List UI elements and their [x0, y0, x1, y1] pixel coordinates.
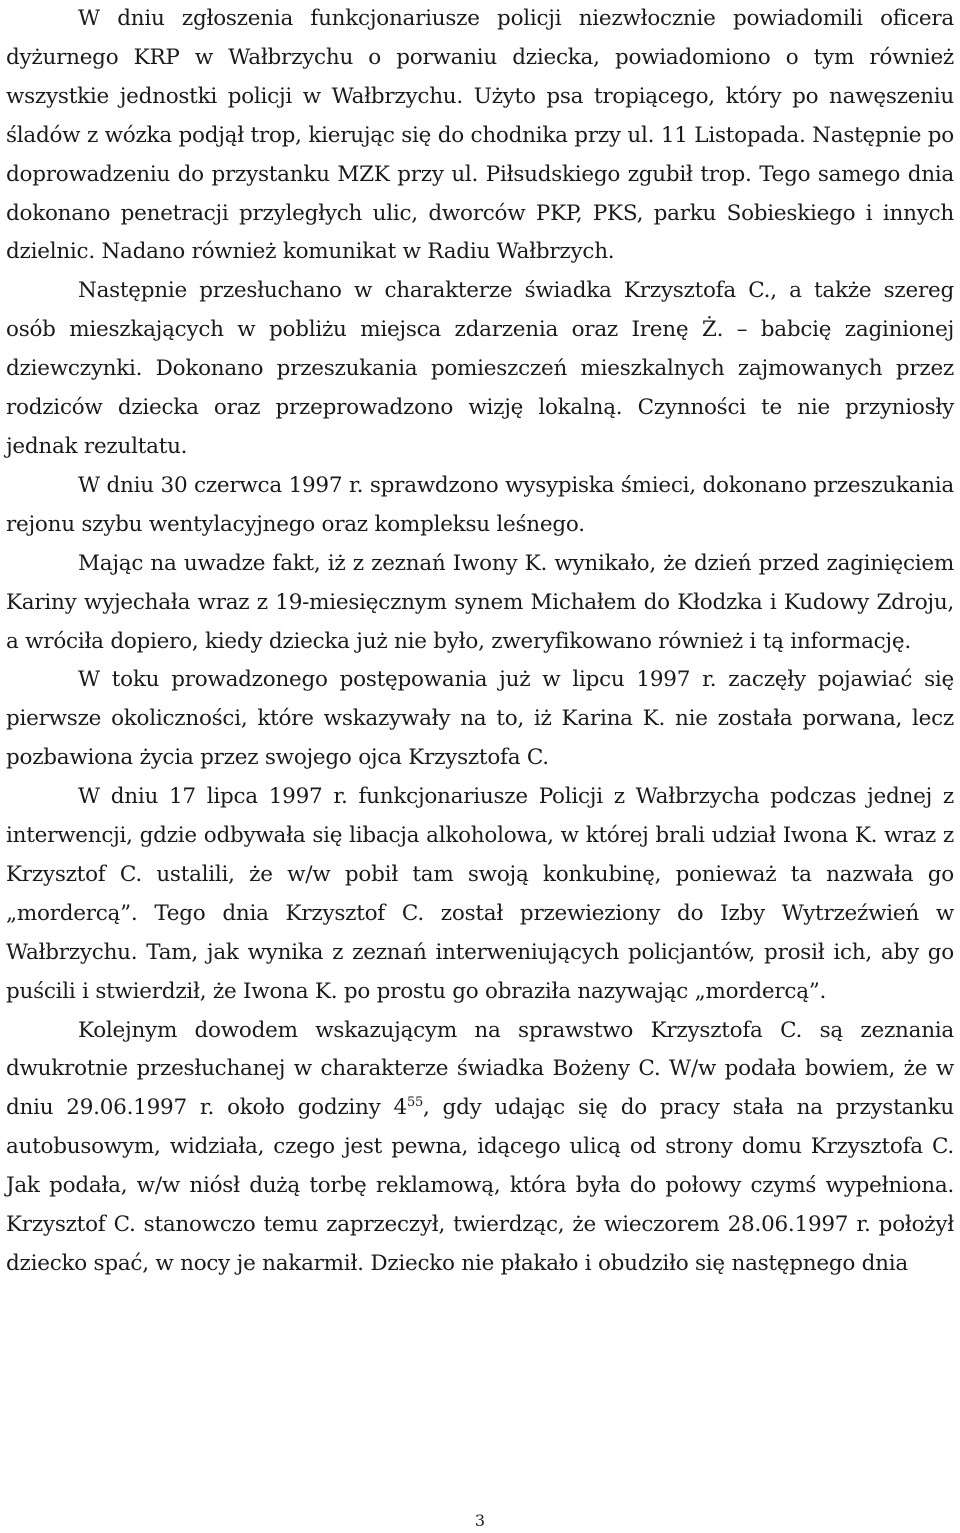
paragraph-2: Następnie przesłuchano w charakterze świadka Krzysztofa C., a także szereg osób mieszkających w pobliżu miejsca zdarzenia oraz Irenę Ż. – babcię zaginionej dziewczynki. Dokonano przeszukania pomieszczeń mieszkalnych zajmowanych przez rodziców dziecka oraz przeprowadzono wizję lokalną. Czynności te nie przyniosły jednak rezultatu.: [6, 278, 954, 459]
paragraph-1: W dniu zgłoszenia funkcjonariusze policji niezwłocznie powiadomili oficera dyżurnego KRP w Wałbrzychu o porwaniu dziecka, powiadomiono o tym również wszystkie jednostki policji w Wałbrzychu. Użyto psa tropiącego, który po nawęszeniu śladów z wózka podjął trop, kierując się do chodnika przy ul. 11 Listopada. Następnie po doprowadzeniu do przystanku MZK przy ul. Piłsudskiego zgubił trop. Tego samego dnia dokonano penetracji przyległych ulic, dworców PKP, PKS, parku Sobieskiego i innych dzielnic. Nadano również komunikat w Radiu Wałbrzych.: [6, 6, 954, 265]
page-number: 3: [474, 1511, 486, 1530]
time-superscript: 55: [406, 1095, 423, 1111]
body-text: [6, 0, 954, 1284]
paragraph-7-text-before: Kolejnym dowodem wskazującym na sprawstwo Krzysztofa C. są zeznania dwukrotnie przesłuchanej w charakterze świadka Bożeny C. W/w podała bowiem, że w dniu 29.06.1997 r. około godziny 4: [6, 1017, 954, 1121]
paragraph-7: [6, 1012, 954, 1284]
paragraph-3: W dniu 30 czerwca 1997 r. sprawdzono wysypiska śmieci, dokonano przeszukania rejonu szybu wentylacyjnego oraz kompleksu leśnego.: [6, 472, 954, 537]
paragraph-6: W dniu 17 lipca 1997 r. funkcjonariusze Policji z Wałbrzycha podczas jednej z interwencji, gdzie odbywała się libacja alkoholowa, w której brali udział Iwona K. wraz z Krzysztof C. ustalili, że w/w pobił tam swoją konkubinę, ponieważ ta nazwała go „mordercą”. Tego dnia Krzysztof C. został przewieziony do Izby Wytrzeźwień w Wałbrzychu. Tam, jak wynika z zeznań interweniujących policjantów, prosił ich, aby go puścili i stwierdził, że Iwona K. po prostu go obraziła nazywając „mordercą”.: [6, 784, 954, 1004]
paragraph-4: Mając na uwadze fakt, iż z zeznań Iwony K. wynikało, że dzień przed zaginięciem Kariny wyjechała wraz z 19-miesięcznym synem Michałem do Kłodzka i Kudowy Zdroju, a wróciła dopiero, kiedy dziecka już nie było, zweryfikowano również i tą informację.: [6, 550, 954, 654]
paragraph-5: W toku prowadzonego postępowania już w lipcu 1997 r. zaczęły pojawiać się pierwsze okoliczności, które wskazywały na to, iż Karina K. nie została porwana, lecz pozbawiona życia przez swojego ojca Krzysztofa C.: [6, 667, 954, 771]
paragraph-7-text-after: , gdy udając się do pracy stała na przystanku autobusowym, widziała, czego jest pewna, idącego ulicą od strony domu Krzysztofa C. Jak podała, w/w niósł dużą torbę reklamową, która była do połowy czymś wypełniona. Krzysztof C. stanowczo temu zaprzeczył, twierdząc, że wieczorem 28.06.1997 r. położył dziecko spać, w nocy je nakarmił. Dziecko nie płakało i obudziło się następnego dnia: [6, 1095, 955, 1276]
